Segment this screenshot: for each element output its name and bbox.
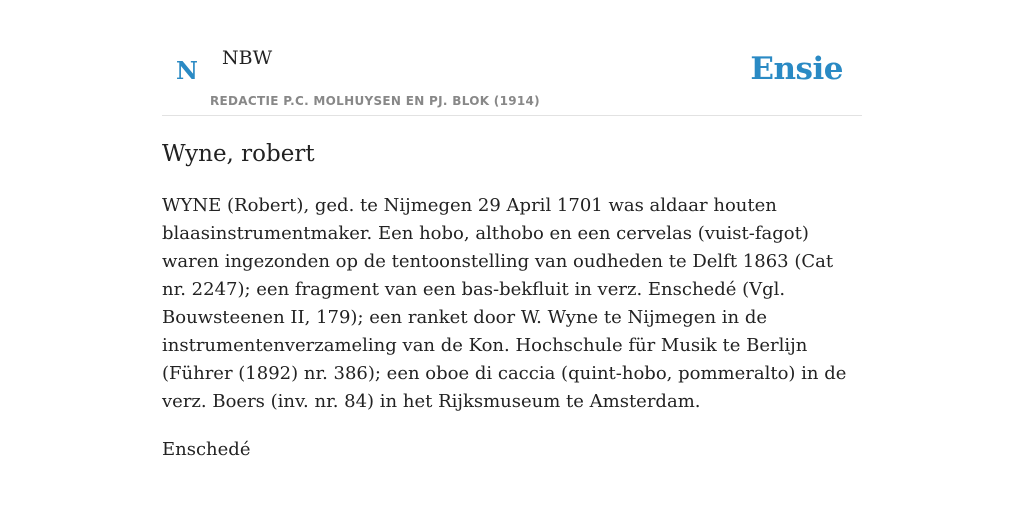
header-divider xyxy=(162,115,862,116)
source-name[interactable]: NBW xyxy=(222,47,273,69)
source-subtitle: REDACTIE P.C. MOLHUYSEN EN PJ. BLOK (1914) xyxy=(210,94,540,108)
article-title: Wyne, robert xyxy=(162,141,315,167)
article-author: Enschedé xyxy=(162,439,251,460)
ensie-logo[interactable]: Ensie xyxy=(750,51,843,87)
source-logo[interactable]: N xyxy=(176,56,198,85)
article-body: WYNE (Robert), ged. te Nijmegen 29 April 1701 was aldaar houten blaasinstrumentmaker. Een hobo, althobo en een cervelas (vuist-fagot) waren ingezonden op de tentoonstelling van oudheden te Delft 1863 (Cat nr. 2247); een fragment van een bas-bekfluit in verz. Enschedé (Vgl. Bouwsteenen II, 179); een ranket door W. Wyne te Nijmegen in de instrumentenverzameling van de Kon. Hochschule für Musik te Berlijn (Führer (1892) nr. 386); een oboe di caccia (quint-hobo, pommeralto) in de verz. Boers (inv. nr. 84) in het Rijksmuseum te Amsterdam. xyxy=(162,195,847,412)
